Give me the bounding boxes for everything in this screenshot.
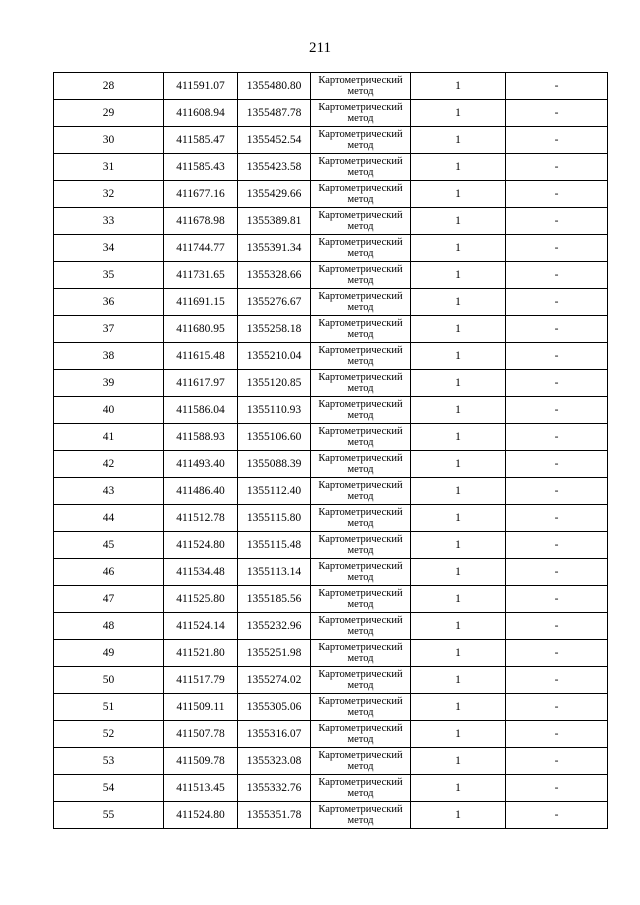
point-number-cell: 50 [54, 667, 164, 694]
note-cell: - [506, 316, 608, 343]
method-line-1: Картометрический [318, 804, 403, 815]
x-coordinate-cell: 411691.15 [164, 289, 238, 316]
point-number-cell: 34 [54, 235, 164, 262]
method-line-2: метод [347, 329, 374, 340]
x-coordinate-cell: 411486.40 [164, 478, 238, 505]
y-coordinate-cell: 1355452.54 [238, 127, 311, 154]
note-cell: - [506, 478, 608, 505]
note-cell: - [506, 154, 608, 181]
y-coordinate-cell: 1355185.56 [238, 586, 311, 613]
method-cell [311, 289, 411, 316]
note-cell: - [506, 748, 608, 775]
method-cell [311, 613, 411, 640]
coordinates-table [53, 72, 608, 829]
table-row [54, 586, 608, 613]
table-row [54, 559, 608, 586]
method-cell [311, 478, 411, 505]
y-coordinate-cell: 1355351.78 [238, 802, 311, 829]
y-coordinate-cell: 1355423.58 [238, 154, 311, 181]
point-number-cell: 43 [54, 478, 164, 505]
method-cell [311, 640, 411, 667]
accuracy-cell: 1 [411, 235, 506, 262]
y-coordinate-cell: 1355251.98 [238, 640, 311, 667]
note-cell: - [506, 262, 608, 289]
method-line-2: метод [347, 194, 374, 205]
y-coordinate-cell: 1355274.02 [238, 667, 311, 694]
table-row [54, 208, 608, 235]
y-coordinate-cell: 1355332.76 [238, 775, 311, 802]
note-cell: - [506, 613, 608, 640]
accuracy-cell: 1 [411, 127, 506, 154]
y-coordinate-cell: 1355258.18 [238, 316, 311, 343]
point-number-cell: 39 [54, 370, 164, 397]
table-row [54, 667, 608, 694]
note-cell: - [506, 640, 608, 667]
note-cell: - [506, 802, 608, 829]
method-line-1: Картометрический [318, 480, 403, 491]
note-cell: - [506, 775, 608, 802]
note-cell: - [506, 181, 608, 208]
x-coordinate-cell: 411517.79 [164, 667, 238, 694]
method-line-1: Картометрический [318, 669, 403, 680]
note-cell: - [506, 235, 608, 262]
x-coordinate-cell: 411677.16 [164, 181, 238, 208]
y-coordinate-cell: 1355115.48 [238, 532, 311, 559]
method-line-2: метод [347, 221, 374, 232]
method-cell [311, 370, 411, 397]
x-coordinate-cell: 411493.40 [164, 451, 238, 478]
y-coordinate-cell: 1355110.93 [238, 397, 311, 424]
method-line-2: метод [347, 653, 374, 664]
table-row [54, 640, 608, 667]
method-cell [311, 73, 411, 100]
method-cell [311, 721, 411, 748]
method-line-2: метод [347, 626, 374, 637]
x-coordinate-cell: 411744.77 [164, 235, 238, 262]
method-line-1: Картометрический [318, 399, 403, 410]
x-coordinate-cell: 411680.95 [164, 316, 238, 343]
method-line-1: Картометрический [318, 615, 403, 626]
method-line-2: метод [347, 113, 374, 124]
method-line-2: метод [347, 140, 374, 151]
x-coordinate-cell: 411591.07 [164, 73, 238, 100]
point-number-cell: 32 [54, 181, 164, 208]
note-cell: - [506, 667, 608, 694]
method-line-2: метод [347, 491, 374, 502]
accuracy-cell: 1 [411, 100, 506, 127]
x-coordinate-cell: 411524.14 [164, 613, 238, 640]
method-line-1: Картометрический [318, 129, 403, 140]
y-coordinate-cell: 1355232.96 [238, 613, 311, 640]
accuracy-cell: 1 [411, 73, 506, 100]
accuracy-cell: 1 [411, 397, 506, 424]
table-row [54, 451, 608, 478]
method-line-1: Картометрический [318, 345, 403, 356]
method-line-2: метод [347, 383, 374, 394]
method-cell [311, 397, 411, 424]
table-row [54, 235, 608, 262]
y-coordinate-cell: 1355389.81 [238, 208, 311, 235]
table-row [54, 397, 608, 424]
x-coordinate-cell: 411615.48 [164, 343, 238, 370]
accuracy-cell: 1 [411, 208, 506, 235]
method-cell [311, 532, 411, 559]
x-coordinate-cell: 411525.80 [164, 586, 238, 613]
method-line-2: метод [347, 545, 374, 556]
y-coordinate-cell: 1355210.04 [238, 343, 311, 370]
y-coordinate-cell: 1355429.66 [238, 181, 311, 208]
method-cell [311, 262, 411, 289]
method-cell [311, 424, 411, 451]
method-line-1: Картометрический [318, 237, 403, 248]
x-coordinate-cell: 411588.93 [164, 424, 238, 451]
accuracy-cell: 1 [411, 505, 506, 532]
x-coordinate-cell: 411731.65 [164, 262, 238, 289]
table-row [54, 316, 608, 343]
table-row [54, 748, 608, 775]
method-cell [311, 451, 411, 478]
method-cell [311, 667, 411, 694]
table-row [54, 289, 608, 316]
point-number-cell: 53 [54, 748, 164, 775]
point-number-cell: 31 [54, 154, 164, 181]
table-row [54, 478, 608, 505]
y-coordinate-cell: 1355276.67 [238, 289, 311, 316]
method-line-1: Картометрический [318, 264, 403, 275]
point-number-cell: 33 [54, 208, 164, 235]
point-number-cell: 49 [54, 640, 164, 667]
table-row [54, 154, 608, 181]
point-number-cell: 52 [54, 721, 164, 748]
point-number-cell: 29 [54, 100, 164, 127]
point-number-cell: 37 [54, 316, 164, 343]
method-line-1: Картометрический [318, 561, 403, 572]
method-line-1: Картометрический [318, 291, 403, 302]
method-cell [311, 343, 411, 370]
note-cell: - [506, 721, 608, 748]
method-line-1: Картометрический [318, 534, 403, 545]
note-cell: - [506, 343, 608, 370]
method-line-2: метод [347, 275, 374, 286]
method-cell [311, 181, 411, 208]
method-line-1: Картометрический [318, 210, 403, 221]
note-cell: - [506, 127, 608, 154]
note-cell: - [506, 397, 608, 424]
y-coordinate-cell: 1355112.40 [238, 478, 311, 505]
method-line-1: Картометрический [318, 156, 403, 167]
method-line-2: метод [347, 410, 374, 421]
method-cell [311, 505, 411, 532]
x-coordinate-cell: 411534.48 [164, 559, 238, 586]
note-cell: - [506, 100, 608, 127]
method-line-1: Картометрический [318, 642, 403, 653]
point-number-cell: 51 [54, 694, 164, 721]
point-number-cell: 35 [54, 262, 164, 289]
method-cell [311, 100, 411, 127]
table-row [54, 775, 608, 802]
method-cell [311, 127, 411, 154]
table-row [54, 505, 608, 532]
method-line-1: Картометрический [318, 372, 403, 383]
note-cell: - [506, 532, 608, 559]
y-coordinate-cell: 1355480.80 [238, 73, 311, 100]
note-cell: - [506, 451, 608, 478]
note-cell: - [506, 694, 608, 721]
accuracy-cell: 1 [411, 802, 506, 829]
accuracy-cell: 1 [411, 667, 506, 694]
method-line-1: Картометрический [318, 723, 403, 734]
table-row [54, 802, 608, 829]
note-cell: - [506, 73, 608, 100]
point-number-cell: 48 [54, 613, 164, 640]
x-coordinate-cell: 411617.97 [164, 370, 238, 397]
method-line-1: Картометрический [318, 318, 403, 329]
y-coordinate-cell: 1355391.34 [238, 235, 311, 262]
accuracy-cell: 1 [411, 262, 506, 289]
accuracy-cell: 1 [411, 613, 506, 640]
method-line-2: метод [347, 599, 374, 610]
table-row [54, 424, 608, 451]
method-line-2: метод [347, 707, 374, 718]
note-cell: - [506, 370, 608, 397]
method-cell [311, 586, 411, 613]
table-row [54, 100, 608, 127]
y-coordinate-cell: 1355305.06 [238, 694, 311, 721]
point-number-cell: 44 [54, 505, 164, 532]
note-cell: - [506, 208, 608, 235]
note-cell: - [506, 559, 608, 586]
table-row [54, 721, 608, 748]
table-row [54, 343, 608, 370]
method-line-1: Картометрический [318, 507, 403, 518]
accuracy-cell: 1 [411, 748, 506, 775]
x-coordinate-cell: 411585.43 [164, 154, 238, 181]
method-line-2: метод [347, 518, 374, 529]
method-line-1: Картометрический [318, 453, 403, 464]
y-coordinate-cell: 1355115.80 [238, 505, 311, 532]
accuracy-cell: 1 [411, 586, 506, 613]
note-cell: - [506, 505, 608, 532]
point-number-cell: 40 [54, 397, 164, 424]
method-line-2: метод [347, 572, 374, 583]
note-cell: - [506, 424, 608, 451]
accuracy-cell: 1 [411, 181, 506, 208]
method-line-2: метод [347, 167, 374, 178]
method-line-1: Картометрический [318, 588, 403, 599]
method-line-2: метод [347, 356, 374, 367]
method-line-1: Картометрический [318, 75, 403, 86]
accuracy-cell: 1 [411, 370, 506, 397]
y-coordinate-cell: 1355088.39 [238, 451, 311, 478]
x-coordinate-cell: 411509.78 [164, 748, 238, 775]
note-cell: - [506, 586, 608, 613]
note-cell: - [506, 289, 608, 316]
table-row [54, 532, 608, 559]
method-cell [311, 235, 411, 262]
x-coordinate-cell: 411524.80 [164, 802, 238, 829]
accuracy-cell: 1 [411, 289, 506, 316]
accuracy-cell: 1 [411, 424, 506, 451]
x-coordinate-cell: 411507.78 [164, 721, 238, 748]
accuracy-cell: 1 [411, 775, 506, 802]
accuracy-cell: 1 [411, 721, 506, 748]
method-cell [311, 748, 411, 775]
method-line-2: метод [347, 815, 374, 826]
method-cell [311, 154, 411, 181]
accuracy-cell: 1 [411, 694, 506, 721]
method-line-1: Картометрический [318, 183, 403, 194]
method-line-2: метод [347, 788, 374, 799]
method-line-1: Картометрический [318, 777, 403, 788]
point-number-cell: 55 [54, 802, 164, 829]
coordinates-table-body [54, 73, 608, 829]
point-number-cell: 47 [54, 586, 164, 613]
table-row [54, 370, 608, 397]
y-coordinate-cell: 1355487.78 [238, 100, 311, 127]
method-line-1: Картометрический [318, 750, 403, 761]
y-coordinate-cell: 1355328.66 [238, 262, 311, 289]
method-line-2: метод [347, 302, 374, 313]
point-number-cell: 38 [54, 343, 164, 370]
point-number-cell: 42 [54, 451, 164, 478]
x-coordinate-cell: 411608.94 [164, 100, 238, 127]
y-coordinate-cell: 1355323.08 [238, 748, 311, 775]
accuracy-cell: 1 [411, 316, 506, 343]
table-row [54, 694, 608, 721]
x-coordinate-cell: 411512.78 [164, 505, 238, 532]
accuracy-cell: 1 [411, 154, 506, 181]
x-coordinate-cell: 411521.80 [164, 640, 238, 667]
method-line-1: Картометрический [318, 696, 403, 707]
table-row [54, 73, 608, 100]
y-coordinate-cell: 1355120.85 [238, 370, 311, 397]
point-number-cell: 46 [54, 559, 164, 586]
point-number-cell: 36 [54, 289, 164, 316]
method-line-2: метод [347, 437, 374, 448]
method-cell [311, 559, 411, 586]
x-coordinate-cell: 411509.11 [164, 694, 238, 721]
page-number: 211 [309, 40, 331, 56]
x-coordinate-cell: 411524.80 [164, 532, 238, 559]
accuracy-cell: 1 [411, 532, 506, 559]
point-number-cell: 54 [54, 775, 164, 802]
method-cell [311, 802, 411, 829]
method-line-1: Картометрический [318, 102, 403, 113]
table-row [54, 181, 608, 208]
table-row [54, 262, 608, 289]
point-number-cell: 41 [54, 424, 164, 451]
method-line-2: метод [347, 464, 374, 475]
method-line-2: метод [347, 734, 374, 745]
y-coordinate-cell: 1355113.14 [238, 559, 311, 586]
table-row [54, 127, 608, 154]
method-line-1: Картометрический [318, 426, 403, 437]
point-number-cell: 30 [54, 127, 164, 154]
accuracy-cell: 1 [411, 343, 506, 370]
method-line-2: метод [347, 248, 374, 259]
method-cell [311, 316, 411, 343]
accuracy-cell: 1 [411, 451, 506, 478]
method-cell [311, 208, 411, 235]
x-coordinate-cell: 411586.04 [164, 397, 238, 424]
accuracy-cell: 1 [411, 478, 506, 505]
method-line-2: метод [347, 86, 374, 97]
point-number-cell: 28 [54, 73, 164, 100]
y-coordinate-cell: 1355106.60 [238, 424, 311, 451]
table-row [54, 613, 608, 640]
method-line-2: метод [347, 680, 374, 691]
x-coordinate-cell: 411585.47 [164, 127, 238, 154]
method-cell [311, 694, 411, 721]
point-number-cell: 45 [54, 532, 164, 559]
accuracy-cell: 1 [411, 559, 506, 586]
x-coordinate-cell: 411678.98 [164, 208, 238, 235]
method-cell [311, 775, 411, 802]
method-line-2: метод [347, 761, 374, 772]
y-coordinate-cell: 1355316.07 [238, 721, 311, 748]
accuracy-cell: 1 [411, 640, 506, 667]
x-coordinate-cell: 411513.45 [164, 775, 238, 802]
